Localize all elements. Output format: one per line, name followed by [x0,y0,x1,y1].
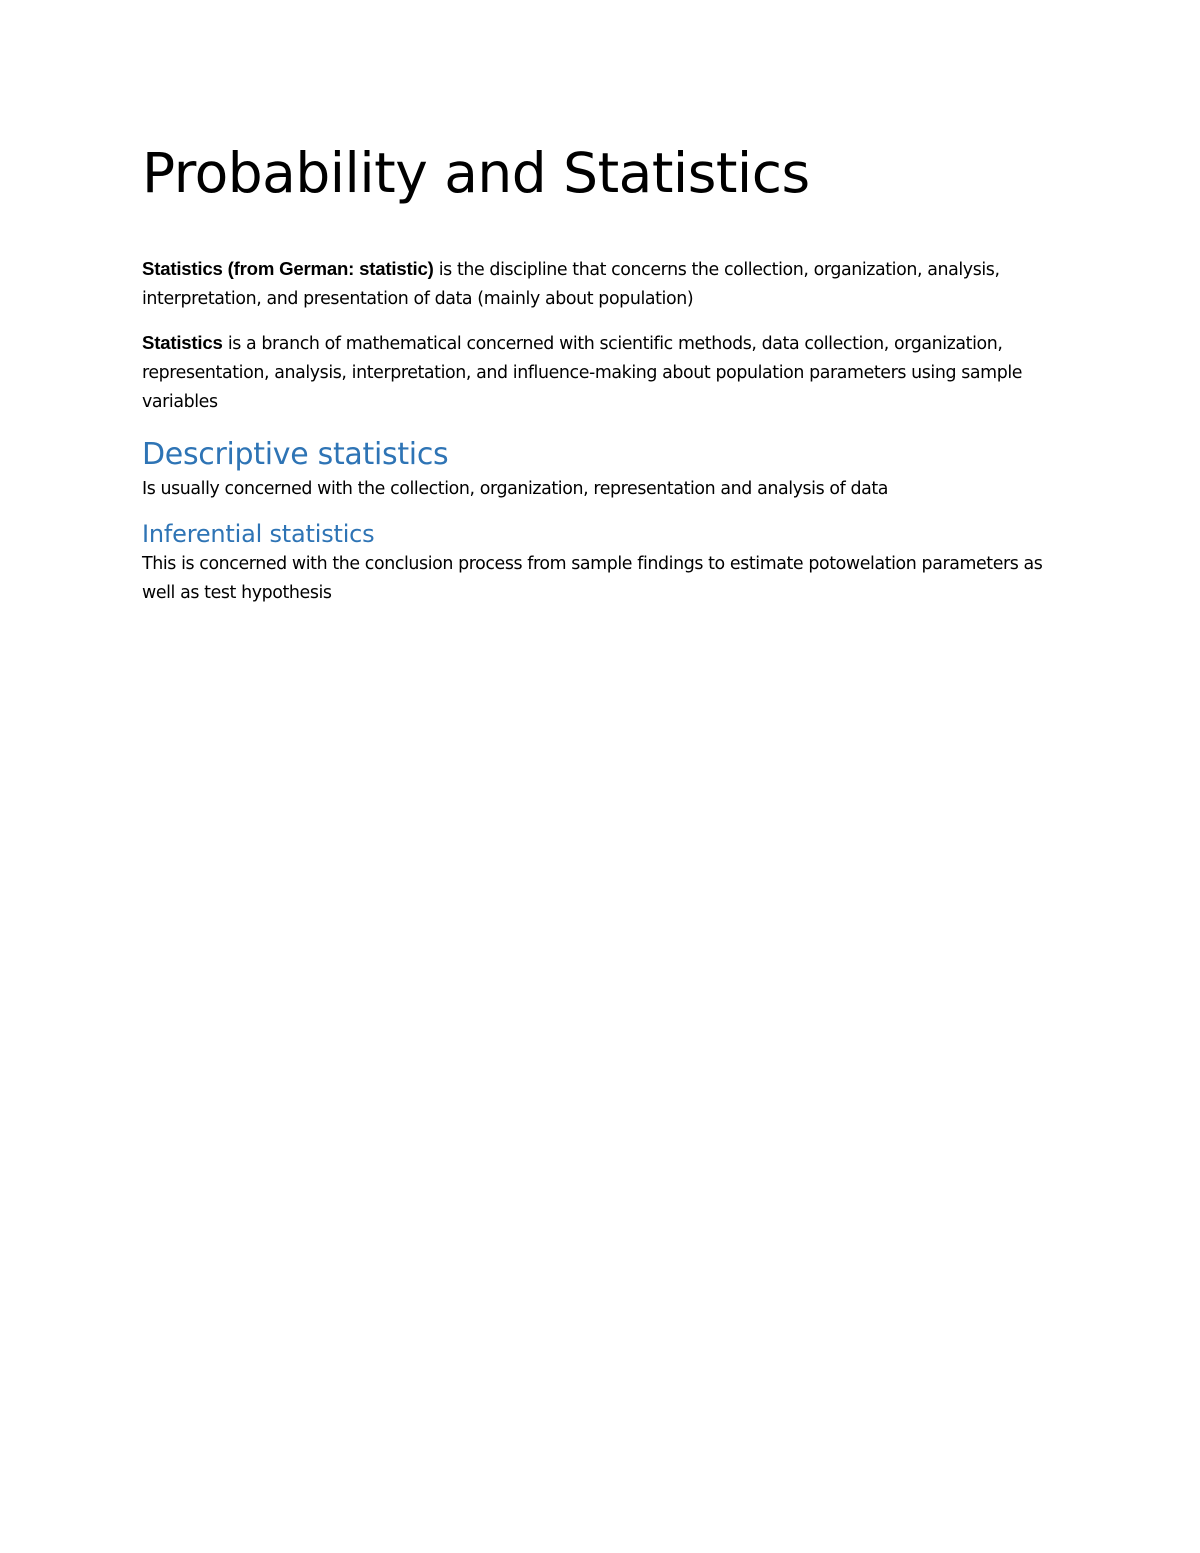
heading-inferential-statistics: Inferential statistics [142,520,375,548]
paragraph-branch-bold: Statistics [142,332,223,353]
paragraph-branch [142,328,1052,417]
document-body [142,138,1052,622]
descriptive-statistics-body: Is usually concerned with the collection, organization, representation and analysis of data [142,479,889,499]
paragraph-definition [142,254,1052,314]
paragraph-definition-text: is the discipline that concerns the collection, organization, analysis, interpretation, and presentation of data (mainly about population) [142,260,1000,309]
inferential-statistics-body: This is concerned with the conclusion process from sample findings to estimate potowelation parameters as well as test hypothesis [142,554,1043,603]
document-title: Probability and Statistics [142,141,810,205]
paragraph-branch-text: is a branch of mathematical concerned with scientific methods, data collection, organization, representation, analysis, interpretation, and influence-making about population parameters using sample variables [142,334,1023,412]
paragraph-definition-bold: Statistics (from German: statistic) [142,258,434,279]
heading-descriptive-statistics: Descriptive statistics [142,437,449,472]
